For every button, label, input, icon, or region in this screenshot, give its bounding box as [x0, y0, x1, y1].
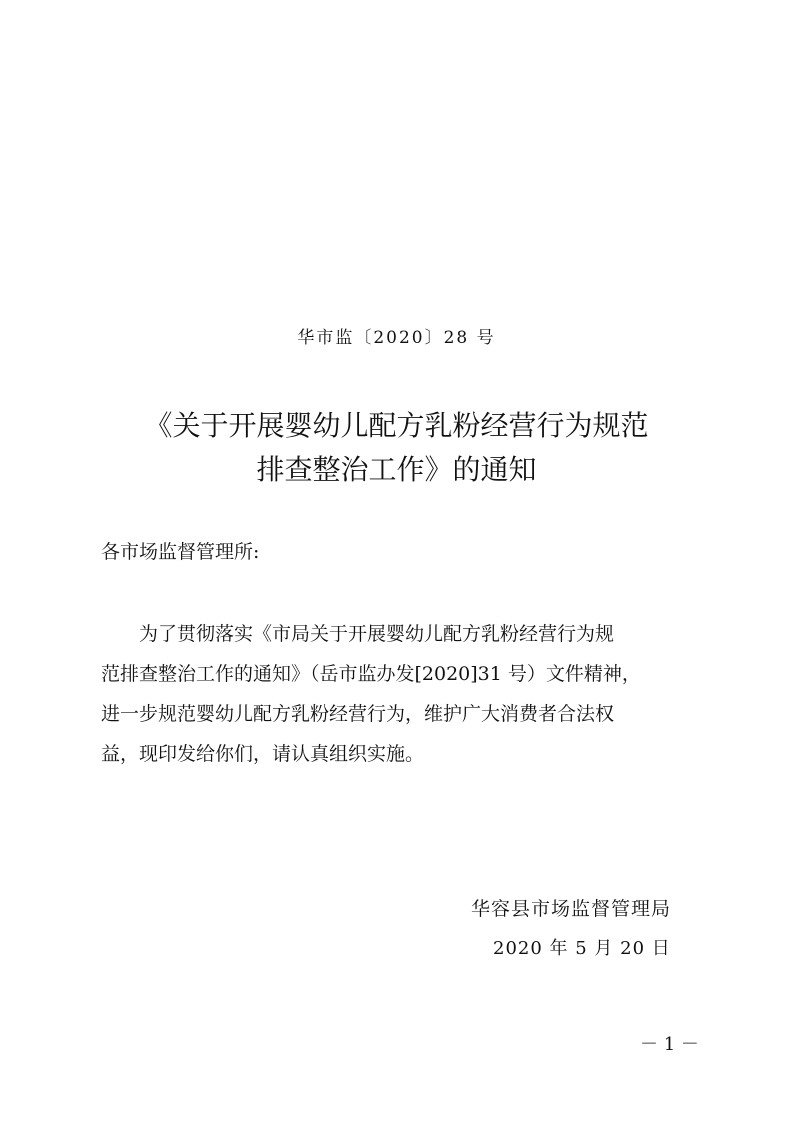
document-number: 华市监〔2020〕28 号	[297, 328, 496, 348]
signature-date: 2020 年 5 月 20 日	[493, 938, 671, 959]
body-line-2: 范排查整治工作的通知》（岳市监办发[2020]31 号）文件精神，	[101, 663, 641, 685]
body-line-3: 进一步规范婴幼儿配方乳粉经营行为，维护广大消费者合法权	[101, 703, 615, 725]
body-line-1: 为了贯彻落实《市局关于开展婴幼儿配方乳粉经营行为规	[101, 623, 615, 645]
title-line-1: 《关于开展婴幼儿配方乳粉经营行为规范	[144, 409, 649, 442]
body-line-4: 益，现印发给你们，请认真组织实施。	[101, 743, 425, 765]
title-line-2: 排查整治工作》的通知	[256, 453, 537, 486]
salutation: 各市场监督管理所:	[101, 541, 260, 563]
document-title	[0, 404, 793, 492]
page-number: － 1 －	[640, 1034, 699, 1055]
signature-organization: 华容县市场监督管理局	[471, 898, 672, 920]
